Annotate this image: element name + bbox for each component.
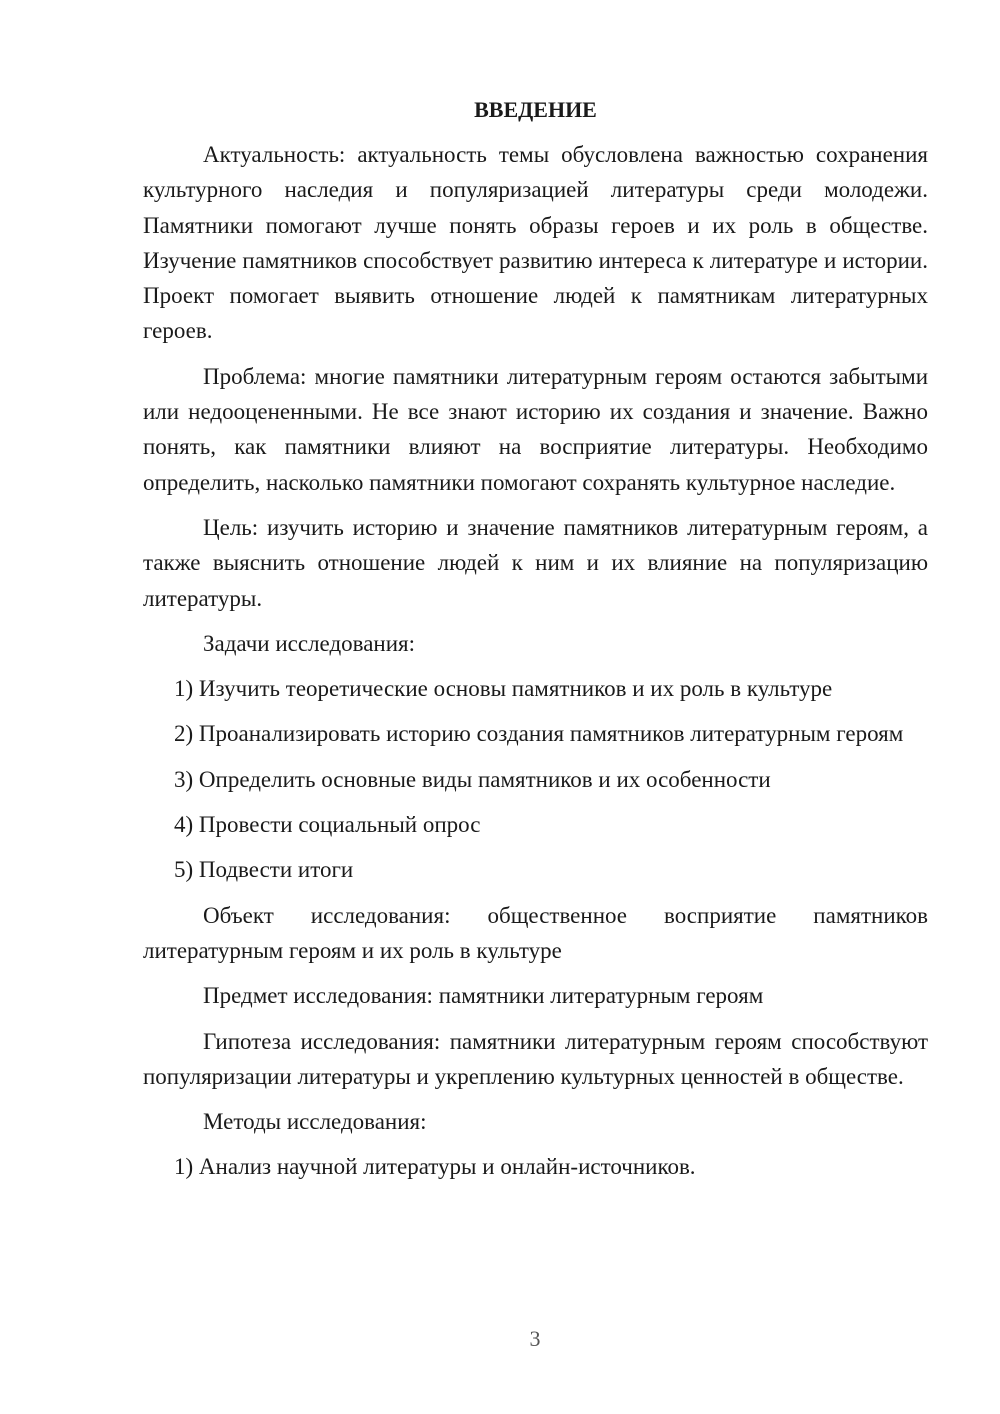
section-heading: ВВЕДЕНИЕ — [474, 97, 597, 122]
subject-paragraph: Предмет исследования: памятники литературным героям — [203, 983, 764, 1009]
relevance-paragraph: Актуальность: актуальность темы обусловлена важностью сохранения культурного наследия и популяризацией литературы среди молодежи. Памятники помогают лучше понять образы героев и их роль в обществе. Изучение памятников способствует развитию интереса к литературе и истории. Проект помогает выявить отношение людей к памятникам литературных героев. — [143, 142, 928, 344]
task-item-3: 3) Определить основные виды памятников и их особенности — [174, 766, 771, 792]
goal-paragraph: Цель: изучить историю и значение памятников литературным героям, а также выяснить отношение людей к ним и их влияние на популяризацию литературы. — [143, 514, 928, 611]
object-paragraph: Объект исследования: общественное восприятие памятников литературным героям и их роль в культуре — [143, 902, 928, 963]
task-item-2: 2) Проанализировать историю создания памятников литературным героям — [174, 721, 904, 747]
hypothesis-paragraph: Гипотеза исследования: памятники литературным героям способствуют популяризации литературы и укреплению культурных ценностей в обществе. — [143, 1028, 928, 1089]
document-page — [143, 95, 928, 1195]
task-item-4: 4) Провести социальный опрос — [174, 812, 481, 838]
page-number: 3 — [529, 1326, 541, 1351]
task-item-1: 1) Изучить теоретические основы памятников и их роль в культуре — [174, 676, 833, 702]
task-item-5: 5) Подвести итоги — [174, 857, 354, 883]
problem-paragraph: Проблема: многие памятники литературным героям остаются забытыми или недооцененными. Не все знают историю их создания и значение. Важно понять, как памятники влияют на восприятие литературы. Необходимо определить, насколько памятники помогают сохранять культурное наследие. — [143, 363, 928, 495]
methods-title: Методы исследования: — [203, 1109, 427, 1135]
tasks-title: Задачи исследования: — [203, 630, 416, 656]
method-item-1: 1) Анализ научной литературы и онлайн-источников. — [174, 1154, 696, 1180]
